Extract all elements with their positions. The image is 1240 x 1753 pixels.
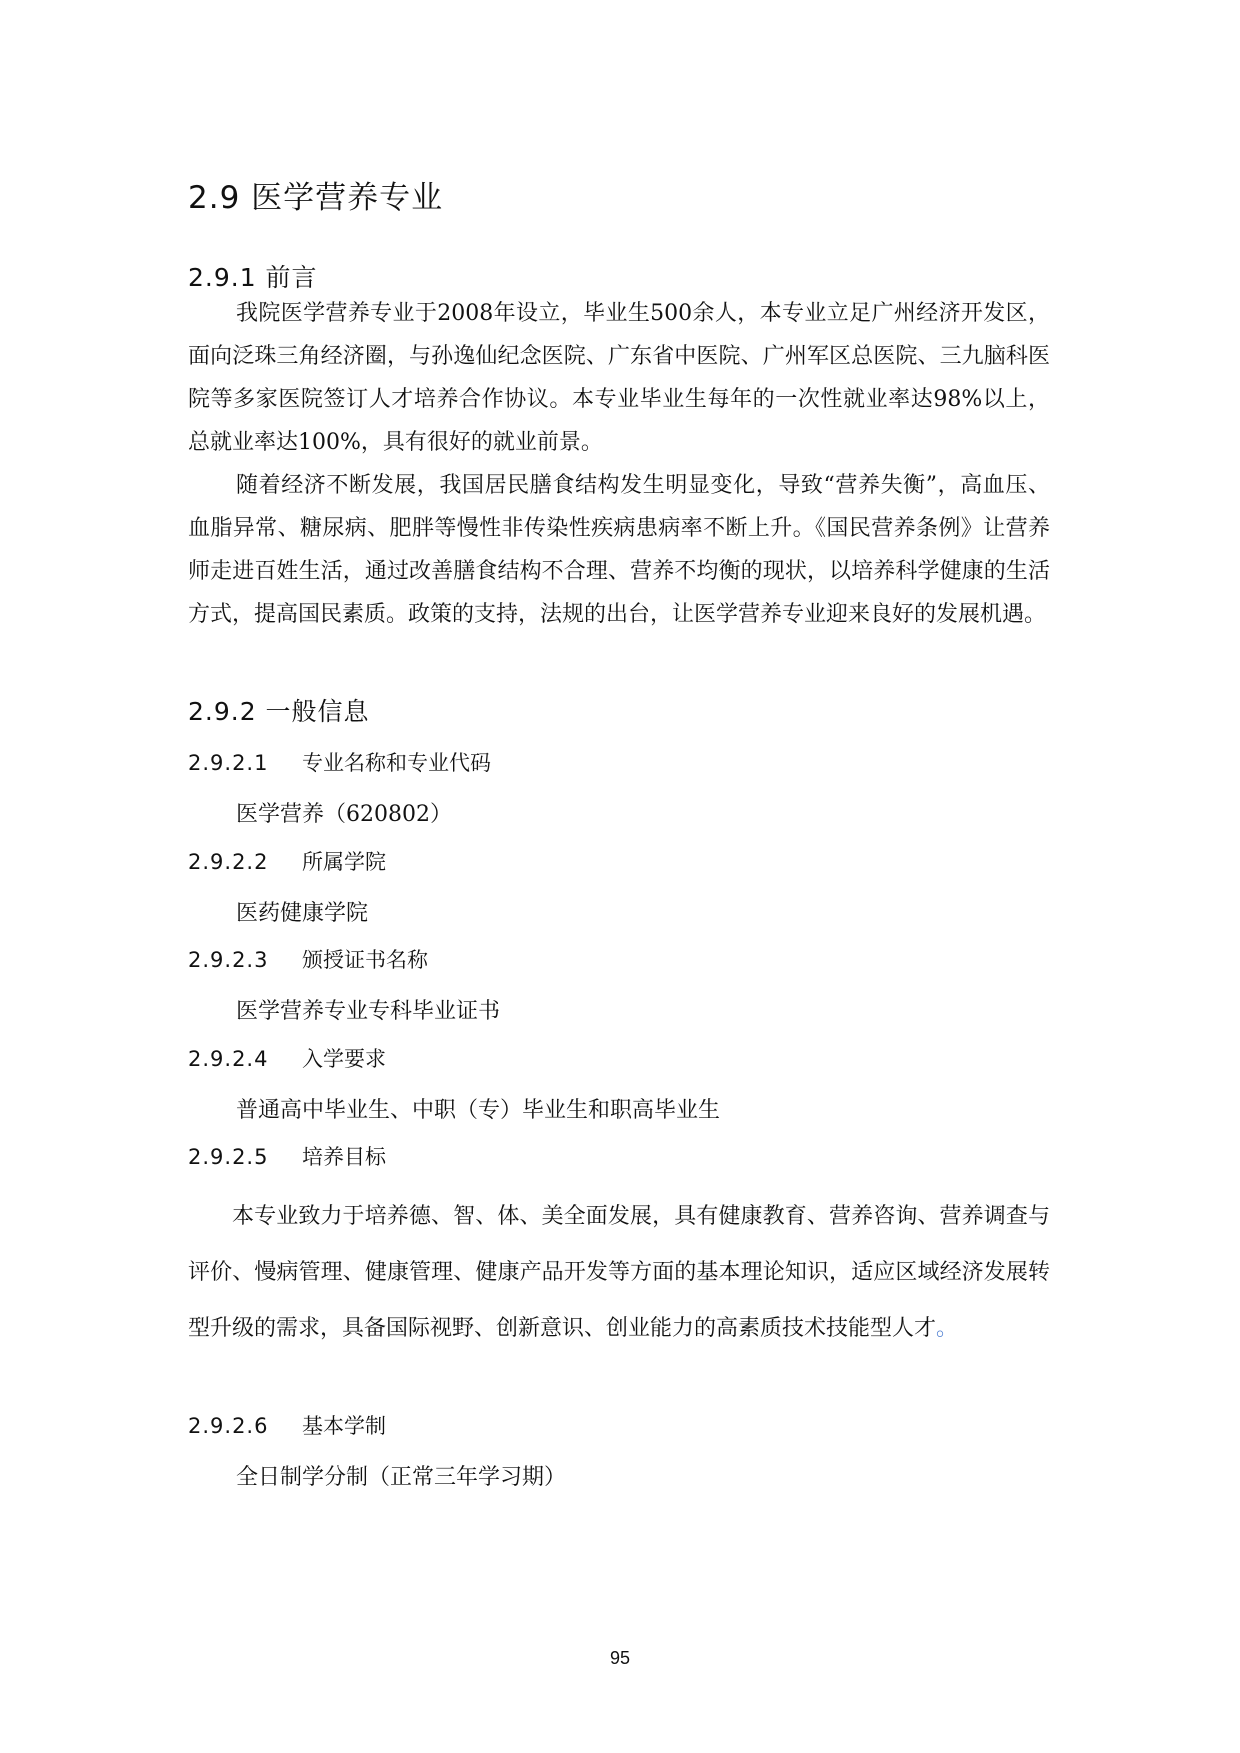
subsection-heading [188,944,428,974]
training-objective-end: 。 [936,1316,959,1341]
subsection-title: 基本学制 [302,1414,386,1438]
section-title: 2.9 医学营养专业 [188,180,444,216]
subsection-number: 2.9.2.3 [188,948,269,972]
subsection-number: 2.9.2.4 [188,1047,269,1071]
subsection-heading [188,1043,386,1073]
admission-requirements: 普通高中毕业生、中职（专）毕业生和职高毕业生 [236,1098,721,1123]
preface-paragraph-2: 随着经济不断发展，我国居民膳食结构发生明显变化，导致“营养失衡”，高血压、血脂异常、糖尿病、肥胖等慢性非传染性疾病患病率不断上升。《国民营养条例》让营养师走进百姓生活，通过改善膳食结构不合理、营养不均衡的现状，以培养科学健康的生活方式，提高国民素质。政策的支持，法规的出台，让医学营养专业迎来良好的发展机遇。 [188,473,1050,627]
subsection-title: 所属学院 [302,850,386,874]
major-name-code: 医学营养（620802） [236,802,452,827]
general-info-heading: 2.9.2 一般信息 [188,697,370,726]
training-objective [188,1189,1050,1357]
college-name: 医药健康学院 [236,901,369,926]
preface-heading: 2.9.1 前言 [188,263,318,292]
page-number: 95 [609,1648,631,1668]
subsection-number: 2.9.2.6 [188,1414,269,1438]
subsection-heading [188,1410,386,1440]
subsection-title: 入学要求 [302,1047,386,1071]
preface-paragraph-1: 我院医学营养专业于2008年设立，毕业生500余人，本专业立足广州经济开发区，面向泛珠三角经济圈，与孙逸仙纪念医院、广东省中医院、广州军区总医院、三九脑科医院等多家医院签订人才培养合作协议。本专业毕业生每年的一次性就业率达98%以上，总就业率达100%，具有很好的就业前景。 [188,301,1050,455]
subsection-title: 培养目标 [302,1145,386,1169]
certificate-name: 医学营养专业专科毕业证书 [236,999,501,1024]
training-objective-text: 本专业致力于培养德、智、体、美全面发展，具有健康教育、营养咨询、营养调查与评价、慢病管理、健康管理、健康产品开发等方面的基本理论知识，适应区域经济发展转型升级的需求，具备国际视野、创新意识、创业能力的高素质技术技能型人才 [188,1204,1050,1341]
subsection-title: 专业名称和专业代码 [302,751,491,775]
study-system: 全日制学分制（正常三年学习期） [236,1465,567,1490]
subsection-number: 2.9.2.5 [188,1145,269,1169]
subsection-heading [188,1141,386,1171]
subsection-heading [188,747,491,777]
subsection-title: 颁授证书名称 [302,948,428,972]
subsection-number: 2.9.2.2 [188,850,269,874]
subsection-heading [188,846,386,876]
subsection-number: 2.9.2.1 [188,751,269,775]
